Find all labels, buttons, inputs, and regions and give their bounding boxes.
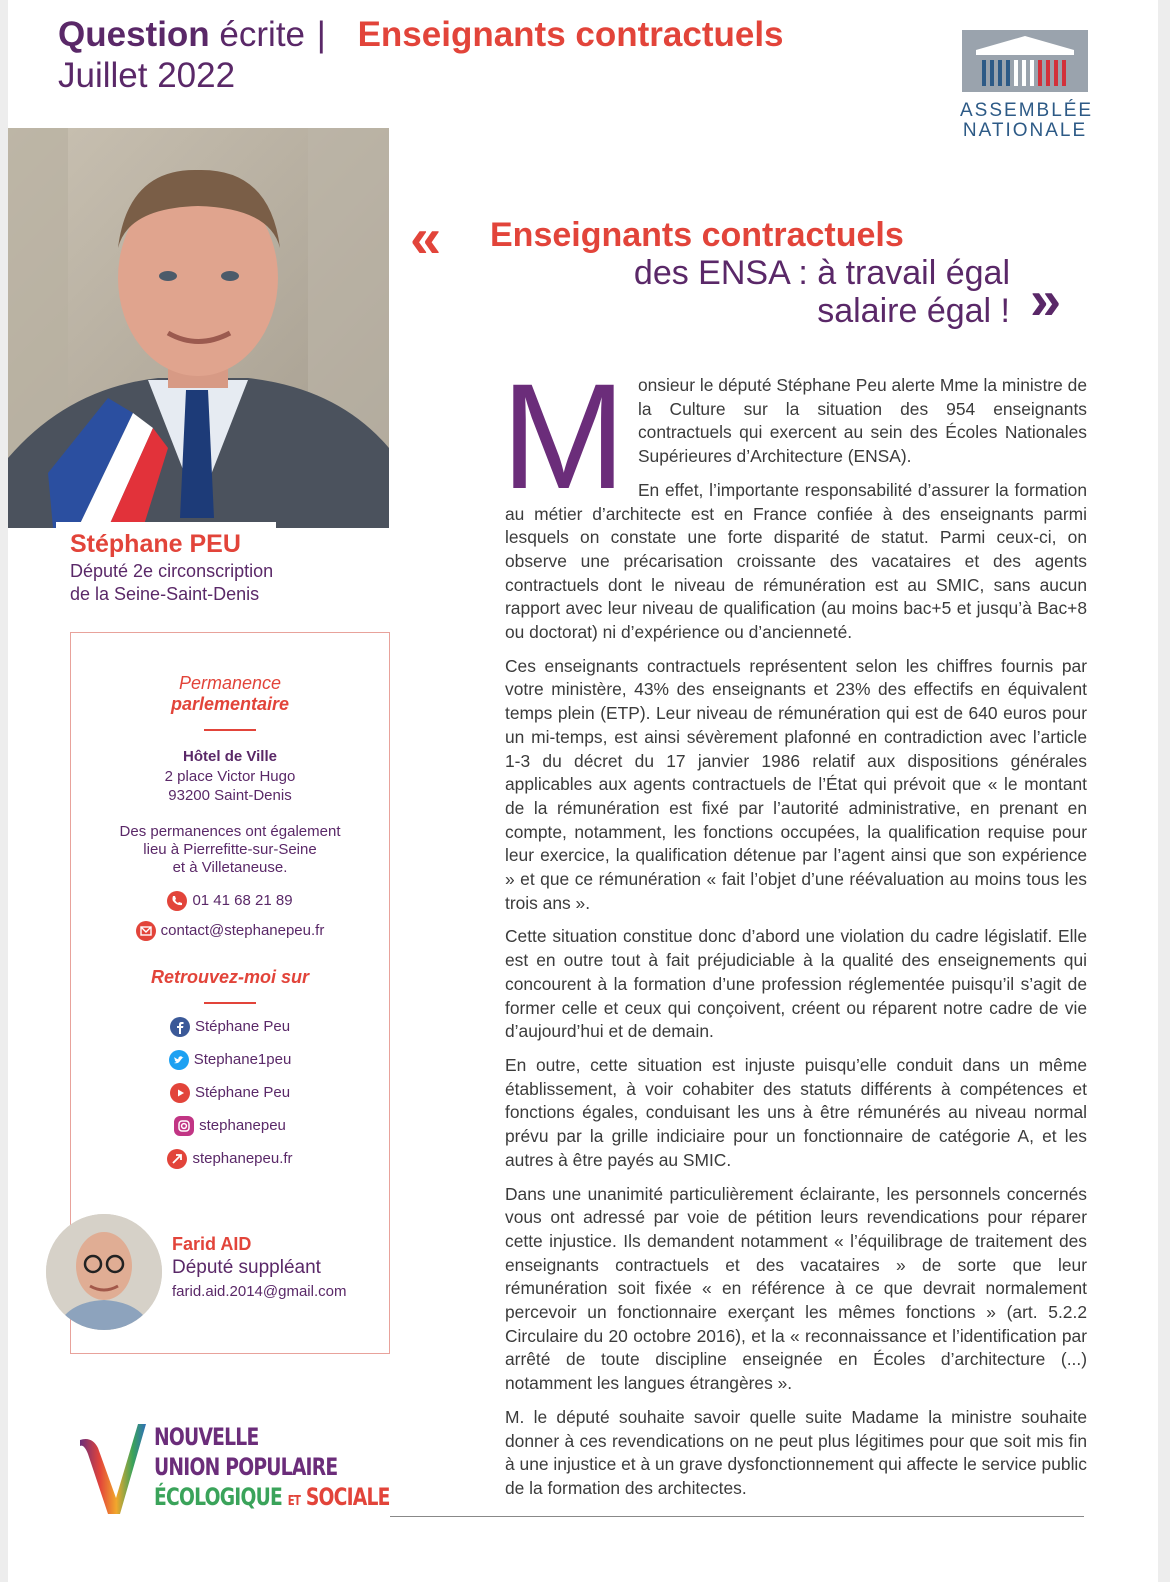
article-p6: Dans une unanimité particulièrement éclairante, les personnels concernés vous ont adressé par voie de pétition leurs revendications pour réparer cette injustice. Ils demandent notamment « l’équilibrage de traitement des enseignants contractuels et des vacataires » de sorte que leur rémunération soit fixée « en référence à ce que devrait normalement percevoir un fonctionnaire exerçant les mêmes fonctions » (art. 5.2.2 Circulaire du 20 octobre 2016), et la « reconnaissance et l’identification par arrêté de toute discipline enseignée en Écoles d’architecture (...) notamment les langues étrangères ». <box>505 1183 1087 1394</box>
deputy-title <box>70 560 273 606</box>
facebook-icon <box>170 1017 190 1037</box>
office-heading-bold: parlementaire <box>170 694 290 714</box>
office-note-line: et à Villetaneuse. <box>172 859 288 876</box>
office-note-line: lieu à Pierrefitte-sur-Seine <box>143 841 317 858</box>
headline-line3: salaire égal ! <box>817 292 1010 330</box>
article-body <box>501 352 1087 1511</box>
header-title-line <box>58 14 784 56</box>
social-label: stephanepeu.fr <box>192 1150 293 1167</box>
social-youtube[interactable] <box>71 1083 389 1103</box>
divider <box>204 1002 256 1004</box>
nupes-word-ecologique: ÉCOLOGIQUE <box>154 1483 283 1511</box>
office-city: 93200 Saint-Denis <box>168 787 292 804</box>
twitter-icon <box>169 1050 189 1070</box>
page <box>8 0 1158 1582</box>
nupes-line2: UNION POPULAIRE <box>154 1453 338 1481</box>
instagram-icon <box>174 1116 194 1136</box>
deputy-portrait <box>8 128 389 528</box>
open-quote: « <box>410 206 432 269</box>
substitute-info <box>172 1234 346 1300</box>
close-quote: » <box>1030 268 1052 331</box>
headline-part1: Enseignants contractuels <box>490 216 904 254</box>
assemblee-label-1: ASSEMBLÉE <box>960 100 1094 121</box>
divider <box>204 729 256 731</box>
assemblee-label-2: NATIONALE <box>962 120 1088 141</box>
nupes-line3 <box>154 1482 390 1517</box>
headline-line2: des ENSA : à travail égal <box>633 254 1010 292</box>
email-address: contact@stephanepeu.fr <box>160 922 325 939</box>
office-note <box>71 823 389 877</box>
nupes-logo <box>78 1418 388 1518</box>
social-label: stephanepeu <box>199 1117 286 1134</box>
drop-cap: M <box>501 352 626 520</box>
email-icon <box>136 921 156 941</box>
article-p3: Ces enseignants contractuels représentent selon les chiffres fournis par votre ministère, 43% des enseignants et 23% des effectifs en équivalent temps plein (ETP). Leur niveau de rémunération qui est de 640 euros pour un mi-temps, est ainsi sévèrement plafonné en contradiction avec l’article 1-3 du décret du 17 janvier 1986 relatif aux dispositions générales applicables aux agents contractuels de l’État qui prévoit que « le montant de la rémunération est fixé par l’autorité administrative, en prenant en compte, notamment, les fonctions occupées, la qualification requise pour leur exercice, la qualification détenue par l’agent ainsi que son expérience » et que ce rémunération « fait l’objet d’une réévaluation au moins tous les trois ans ». <box>505 655 1087 913</box>
assemblee-nationale-logo <box>960 30 1094 141</box>
question-type: écrite <box>219 15 306 54</box>
deputy-title-line2: de la Seine-Saint-Denis <box>70 584 260 604</box>
office-heading: Permanence <box>178 673 282 693</box>
substitute-role: Député suppléant <box>172 1257 321 1278</box>
social-twitter[interactable] <box>71 1050 389 1070</box>
deputy-portrait-illustration <box>8 128 389 528</box>
header-topic: Enseignants contractuels <box>357 15 784 54</box>
headline-part2 <box>634 254 1010 330</box>
article-paragraph <box>501 352 1087 520</box>
social-website[interactable] <box>71 1149 389 1169</box>
bottom-rule <box>390 1516 1084 1517</box>
substitute-name: Farid AID <box>172 1234 252 1254</box>
office-place: Hôtel de Ville <box>183 748 277 765</box>
deputy-title-line1: Député 2e circonscription <box>70 561 274 581</box>
article-p1: onsieur le député Stéphane Peu alerte Mme la ministre de la Culture sur la situation des 954 enseignants contractuels qui exercent au sein des Écoles Nationales Supérieures d’Architecture (ENSA). <box>637 375 1087 467</box>
article-p4: Cette situation constitue donc d’abord une violation du cadre législatif. Elle est en outre tout à fait préjudiciable à la qualité des enseignements qui concourent à la formation d’une profession réglementée puisqu’il s’agit de former celle et ceux qui conçoivent, créent ou réparent notre cadre de vie d’aujourd’hui et de demain. <box>505 926 1087 1042</box>
phone-icon <box>167 891 187 911</box>
email-row[interactable] <box>71 921 389 941</box>
header <box>58 14 784 96</box>
social-list <box>71 1017 389 1169</box>
youtube-icon <box>170 1083 190 1103</box>
nupes-v-icon <box>78 1420 148 1516</box>
phone-number: 01 41 68 21 89 <box>192 892 293 909</box>
question-label: Question <box>58 15 210 54</box>
social-label: Stéphane Peu <box>194 1084 291 1101</box>
article-p5: En outre, cette situation est injuste puisqu’elle conduit dans un même établissement, à voir cohabiter des statuts différents à compétences et fonctions égales, conduisant les uns à être rémunérés au niveau normal prévu par la grille indiciaire pour un fonctionnaire de catégorie A, et les autres à être payés au SMIC. <box>505 1054 1087 1170</box>
nupes-word-et: ET <box>287 1494 301 1509</box>
substitute-avatar <box>46 1214 162 1330</box>
social-heading: Retrouvez-moi sur <box>150 967 310 987</box>
assemblee-building-icon <box>962 30 1088 92</box>
nupes-line1: NOUVELLE <box>154 1423 259 1451</box>
office-note-line: Des permanences ont également <box>119 823 341 840</box>
deputy-name: Stéphane PEU <box>70 530 241 558</box>
office-street: 2 place Victor Hugo <box>164 768 296 785</box>
nupes-word-sociale: SOCIALE <box>305 1483 390 1511</box>
article-p2: En effet, l’importante responsabilité d’assurer la formation au métier d’architecte est en France confiée à des enseignants parmi lesquels on constate une forte disparité de statut. Parmi ceux-ci, on observe une précarisation croissante des vacataires et des agents contractuels dont le niveau de rémunération est au SMIC, sans aucun rapport avec leur niveau de qualification (au moins bac+5 et jusqu’à Bac+8 ou doctorat) ni d’expérience ou d’ancienneté. <box>505 479 1087 643</box>
substitute-email[interactable]: farid.aid.2014@gmail.com <box>172 1283 347 1300</box>
social-instagram[interactable] <box>71 1116 389 1136</box>
social-facebook[interactable] <box>71 1017 389 1037</box>
website-icon <box>167 1149 187 1169</box>
header-date: Juillet 2022 <box>58 56 236 95</box>
social-label: Stephane1peu <box>193 1051 292 1068</box>
phone-row[interactable] <box>71 891 389 911</box>
article-p7: M. le député souhaite savoir quelle suite Madame la ministre souhaite donner à ces revendications on ne peut plus légitimes pour que soit mis fin à une injustice et à un grave dysfonctionnement qui affecte le service public de la formation des architectes. <box>505 1406 1087 1498</box>
header-separator: | <box>316 15 326 54</box>
social-label: Stéphane Peu <box>194 1018 291 1035</box>
